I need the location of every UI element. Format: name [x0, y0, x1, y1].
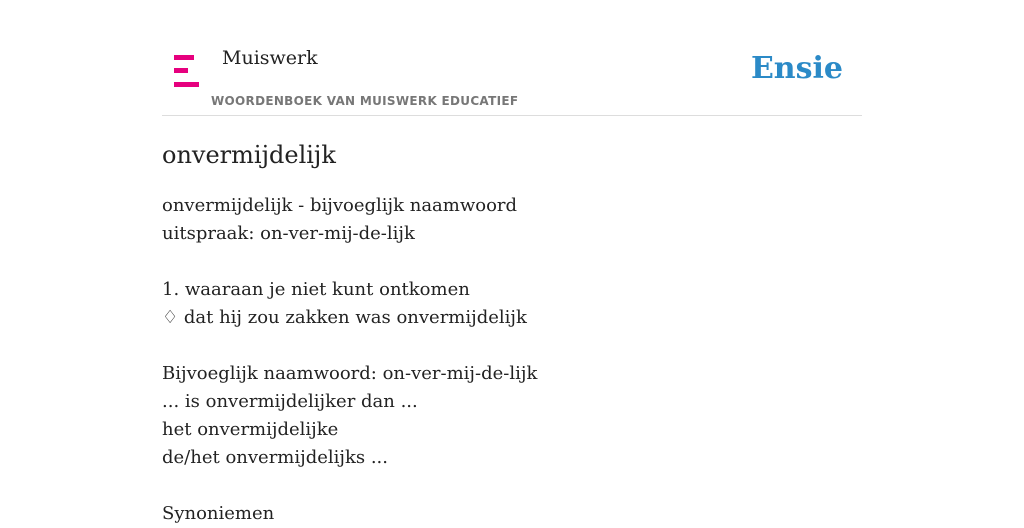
definition-line [162, 472, 862, 500]
definition-line: ♢ dat hij zou zakken was onvermijdelijk [162, 307, 527, 328]
brand-subtitle: WOORDENBOEK VAN MUISWERK EDUCATIEF [211, 94, 519, 108]
definition-line: Synoniemen [162, 503, 275, 524]
page-title: onvermijdelijk [162, 141, 336, 169]
definition-line: ... is onvermijdelijker dan ... [162, 391, 418, 412]
logo-bar-middle [174, 68, 188, 73]
definition-line: de/het onvermijdelijks ... [162, 447, 389, 468]
definition-line: Bijvoeglijk naamwoord: on-ver-mij-de-lijk [162, 363, 538, 384]
definition-line: uitspraak: on-ver-mij-de-lijk [162, 223, 415, 244]
definition-line: het onvermijdelijke [162, 419, 339, 440]
logo-bar-bottom [174, 82, 199, 87]
logo-bar-top [174, 55, 194, 60]
definition-body [162, 192, 862, 528]
muiswerk-logo-icon[interactable] [174, 55, 199, 87]
definition-line [162, 248, 862, 276]
brand-name[interactable]: Muiswerk [222, 47, 318, 69]
ensie-logo[interactable]: Ensie [750, 51, 843, 86]
definition-line: 1. waaraan je niet kunt ontkomen [162, 279, 470, 300]
definition-line: onvermijdelijk - bijvoeglijk naamwoord [162, 195, 518, 216]
definition-line [162, 332, 862, 360]
site-header [162, 0, 862, 116]
